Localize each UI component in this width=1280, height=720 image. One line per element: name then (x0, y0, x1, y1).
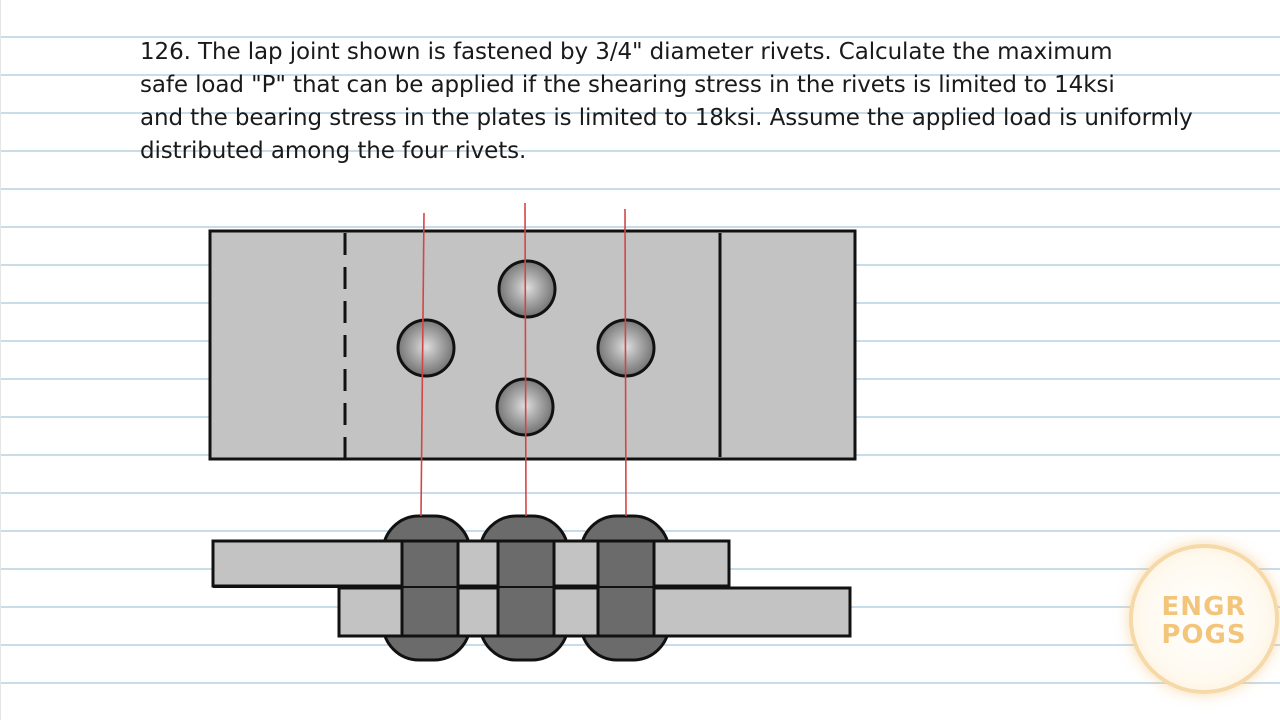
projection-line-right (625, 209, 626, 516)
engr-pogs-logo (1133, 548, 1275, 690)
plan-view (210, 231, 855, 460)
rivet-head-top (499, 261, 555, 317)
problem-line-1: 126. The lap joint shown is fastened by 3/4" diameter rivets. Calculate the maximum (140, 39, 1113, 65)
logo-text-top: ENGR (1161, 592, 1247, 622)
rivet-shank-left (402, 541, 458, 636)
problem-line-2: safe load "P" that can be applied if the shearing stress in the rivets is limited to 14ksi (140, 72, 1115, 98)
rivet-head-left (398, 320, 454, 376)
problem-line-4: distributed among the four rivets. (140, 138, 527, 164)
logo-text-bottom: POGS (1161, 620, 1247, 650)
rivet-shank-middle (498, 541, 554, 636)
problem-line-3: and the bearing stress in the plates is limited to 18ksi. Assume the applied load is uniformly (140, 105, 1193, 131)
rivet-shank-right (598, 541, 654, 636)
projection-line-middle (525, 203, 526, 516)
section-view (213, 516, 850, 660)
